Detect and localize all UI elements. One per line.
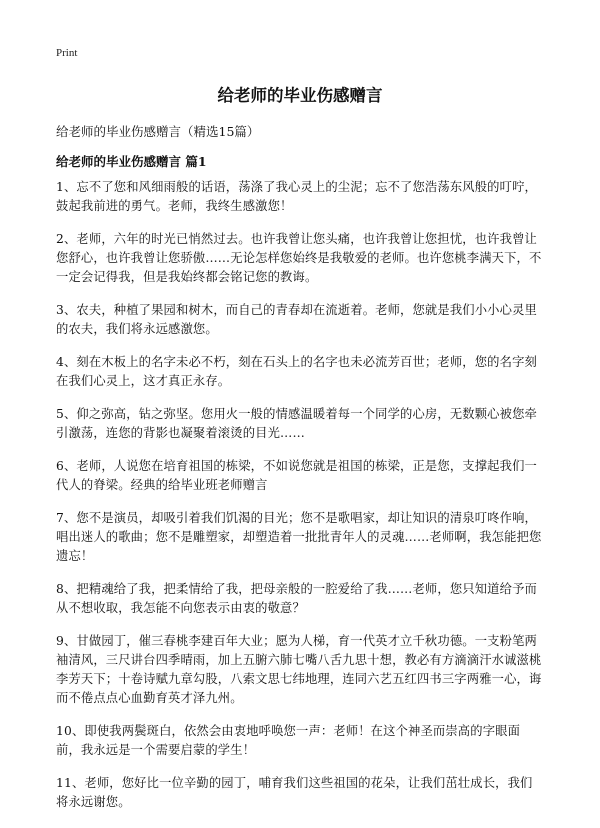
print-link[interactable]: Print [56,47,78,59]
paragraph: 10、即使我两鬓斑白，依然会由衷地呼唤您一声：老师！在这个神圣而崇高的字眼面前，我永远是一个需要启蒙的学生！ [56,724,521,757]
paragraph: 1、忘不了您和风细雨般的话语，荡涤了我心灵上的尘泥；忘不了您浩荡东风般的叮咛，鼓起我前进的勇气。老师，我终生感激您！ [56,180,537,213]
paragraph: 2、老师，六年的时光已悄然过去。也许我曾让您头痛，也许我曾让您担忧，也许我曾让您舒心，也许我曾让您骄傲……无论怎样您始终是我敬爱的老师。也许您桃李满天下，不一定会记得我，但是我始终都会铭记您的教诲。 [56,232,542,284]
paragraph: 3、农夫，种植了果园和树木，而自己的青春却在流逝着。老师，您就是我们小小心灵里的农夫，我们将永远感激您。 [56,303,537,336]
paragraph: 11、老师，您好比一位辛勤的园丁，哺育我们这些祖国的花朵，让我们茁壮成长，我们将永远谢您。 [56,776,533,809]
document-subtitle: 给老师的毕业伤感赠言（精选15篇） [56,124,260,139]
page-title: 给老师的毕业伤感赠言 [217,86,383,105]
section-heading: 给老师的毕业伤感赠言 篇1 [56,154,207,169]
paragraph: 9、甘做园丁，催三春桃李建百年大业；愿为人梯，育一代英才立千秋功德。一支粉笔两袖清风，三尺讲台四季晴雨，加上五腑六肺七嘴八舌九思十想，教必有方滴滴汗水诚滋桃李芳天下；十卷诗赋九章勾股，八索文思七纬地理，连同六艺五红四书三字两雅一心，诲而不倦点点心血勤育英才泽九州。 [56,634,542,705]
paragraph: 8、把精魂给了我，把柔情给了我，把母亲般的一腔爱给了我……老师，您只知道给予而从不想收取，我怎能不向您表示由衷的敬意？ [56,582,537,615]
paragraph: 5、仰之弥高，钻之弥坚。您用火一般的情感温暖着每一个同学的心房，无数颗心被您牵引激荡，连您的背影也凝聚着滚烫的目光…… [56,407,537,440]
paragraph-list [56,178,544,826]
paragraph: 4、刻在木板上的名字未必不朽，刻在石头上的名字也未必流芳百世；老师，您的名字刻在我们心灵上，这才真正永存。 [56,355,537,388]
paragraph: 6、老师，人说您在培育祖国的栋梁，不如说您就是祖国的栋梁，正是您，支撑起我们一代人的脊梁。经典的给毕业班老师赠言 [56,459,537,492]
paragraph: 7、您不是演员，却吸引着我们饥渴的目光；您不是歌唱家，却让知识的清泉叮咚作响，唱出迷人的歌曲；您不是雕塑家，却塑造着一批批青年人的灵魂……老师啊，我怎能把您遗忘！ [56,511,542,563]
